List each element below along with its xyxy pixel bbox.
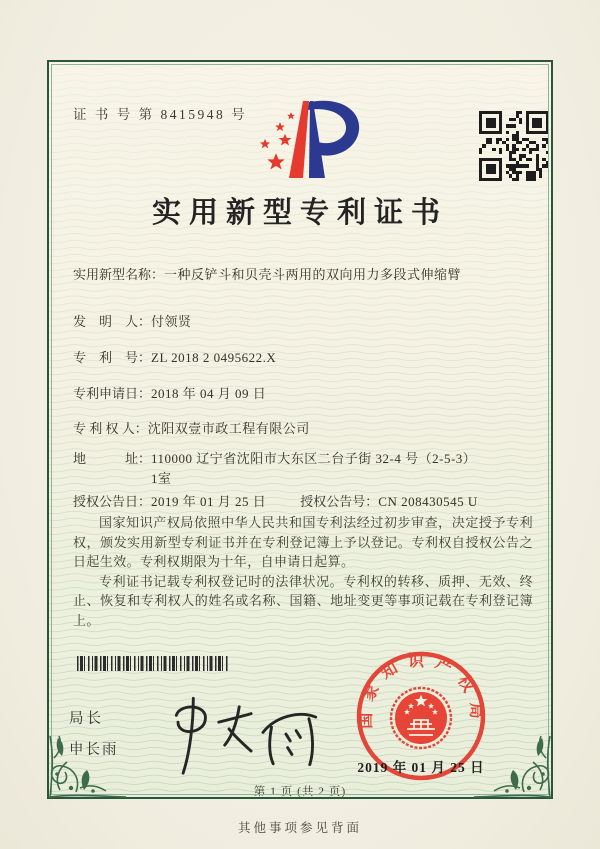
field-label: 发 明 人： bbox=[73, 314, 152, 329]
certificate-number: 证 书 号 第 8415948 号 bbox=[73, 107, 248, 122]
handwritten-signature bbox=[161, 684, 331, 779]
field-row-name bbox=[73, 265, 529, 285]
field-label: 地 址： bbox=[73, 451, 152, 466]
seal-date: 2019 年 01 月 25 日 bbox=[357, 760, 485, 775]
field-label: 专 利 号： bbox=[73, 350, 152, 365]
field-value: 110000 辽宁省沈阳市大东区二台子街 32-4 号（2-5-3）1室 bbox=[151, 451, 477, 486]
certificate-title: 实用新型专利证书 bbox=[151, 197, 448, 229]
barcode-icon bbox=[77, 656, 230, 671]
page-number: 第 1 页 (共 2 页) bbox=[253, 786, 347, 798]
legal-text bbox=[73, 513, 533, 630]
field-value: 2019 年 01 月 25 日 bbox=[151, 494, 267, 509]
legal-paragraph-1: 国家知识产权局依照中华人民共和国专利法经过初步审查，决定授予专利权，颁发实用新型专利证书并在专利登记簿上予以登记。专利权自授权公告之日起生效。专利权期限为十年，自申请日起算。 bbox=[73, 515, 533, 569]
field-value: 付领贤 bbox=[151, 314, 192, 329]
field-row-filing-date bbox=[73, 384, 529, 404]
commissioner-name: 申长雨 bbox=[69, 742, 119, 758]
qr-code-icon bbox=[479, 111, 549, 181]
corner-flourish-left-icon bbox=[46, 718, 128, 800]
cnipa-patent-logo-icon bbox=[247, 96, 367, 186]
certificate-body bbox=[47, 60, 553, 799]
field-value: 2018 年 04 月 09 日 bbox=[151, 386, 267, 401]
field-label: 授权公告号： bbox=[300, 494, 379, 509]
field-row-inventor bbox=[73, 312, 529, 332]
field-row-address bbox=[73, 449, 529, 489]
field-label: 实用新型名称： bbox=[73, 267, 165, 282]
field-value: CN 208430545 U bbox=[378, 494, 478, 509]
field-label: 授权公告日： bbox=[73, 494, 152, 509]
field-value: 一种反铲斗和贝壳斗两用的双向用力多段式伸缩臂 bbox=[164, 267, 462, 282]
seal-text: 国家知识产权局 bbox=[357, 652, 485, 729]
field-value: 沈阳双壹市政工程有限公司 bbox=[147, 421, 310, 436]
commissioner-title: 局长 bbox=[69, 711, 104, 727]
field-label: 专 利 权 人： bbox=[73, 421, 148, 436]
field-value: ZL 2018 2 0495622.X bbox=[151, 350, 277, 365]
field-label: 专利申请日： bbox=[73, 386, 152, 401]
field-row-grant bbox=[73, 492, 529, 512]
back-side-note: 其他事项参见背面 bbox=[237, 821, 362, 835]
legal-paragraph-2: 专利证书记载专利权登记时的法律状况。专利权的转移、质押、无效、终止、恢复和专利权人的姓名或名称、国籍、地址变更等事项记载在专利登记簿上。 bbox=[73, 573, 533, 628]
field-row-patentee bbox=[73, 419, 529, 439]
field-row-patent-number bbox=[73, 348, 529, 368]
